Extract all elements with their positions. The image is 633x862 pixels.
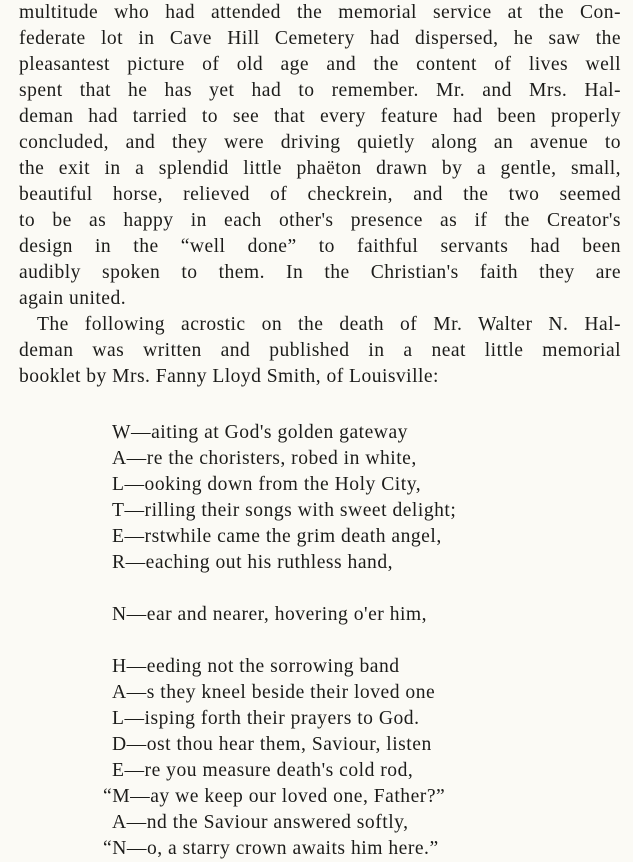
prose-line: federate lot in Cave Hill Cemetery had dispersed, he saw the [19,28,621,49]
poem-line: A—re the choristers, robed in white, [112,448,417,469]
poem-line: “M—ay we keep our loved one, Father?” [103,786,446,807]
poem-line: T—rilling their songs with sweet delight; [112,500,457,521]
prose-line: booklet by Mrs. Fanny Lloyd Smith, of Louisville: [19,366,439,387]
poem-line: N—ear and nearer, hovering o'er him, [112,604,428,625]
prose-line: to be as happy in each other's presence as if the Creator's [19,210,621,231]
stanza-gap [112,628,456,654]
poem-line: R—eaching out his ruthless hand, [112,552,394,573]
poem-line: H—eeding not the sorrowing band [112,656,400,677]
prose-line: deman had tarried to see that every feature had been properly [19,106,621,127]
prose-line: spent that he has yet had to remember. Mr. and Mrs. Hal- [19,80,621,101]
poem-line: D—ost thou hear them, Saviour, listen [112,734,432,755]
poem-line: “N—o, a starry crown awaits him here.” [103,838,439,859]
prose-line: design in the “well done” to faithful servants had been [19,236,621,257]
prose-line: multitude who had attended the memorial service at the Con- [19,2,621,23]
prose-line: beautiful horse, relieved of checkrein, and the two seemed [19,184,621,205]
poem-line: L—isping forth their prayers to God. [112,708,420,729]
poem-line: A—nd the Saviour answered softly, [112,812,409,833]
stanza-gap [112,576,456,602]
prose-line: the exit in a splendid little phaëton drawn by a gentle, small, [19,158,621,179]
poem-line: E—rstwhile came the grim death angel, [112,526,442,547]
prose-line: audibly spoken to them. In the Christian's faith they are [19,262,621,283]
prose-text [19,0,621,390]
poem-line: A—s they kneel beside their loved one [112,682,436,703]
poem-line: W—aiting at God's golden gateway [112,422,408,443]
prose-line: deman was written and published in a neat little memorial [19,340,621,361]
acrostic-poem [103,420,457,862]
prose-line: again united. [19,288,127,309]
prose-line: The following acrostic on the death of Mr. Walter N. Hal- [37,314,621,335]
poem-line: L—ooking down from the Holy City, [112,474,422,495]
poem-line: E—re you measure death's cold rod, [112,760,414,781]
prose-line: concluded, and they were driving quietly along an avenue to [19,132,621,153]
prose-line: pleasantest picture of old age and the content of lives well [19,54,621,75]
